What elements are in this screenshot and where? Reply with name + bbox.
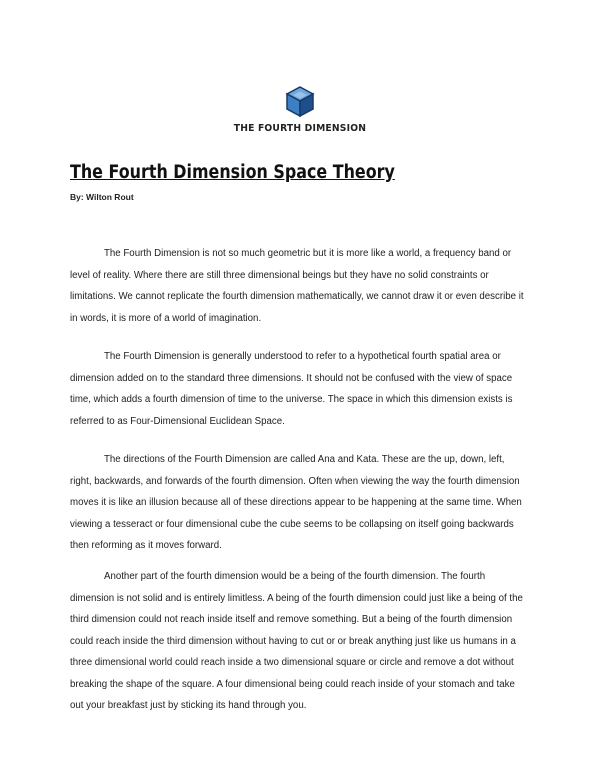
article-title: The Fourth Dimension Space Theory (70, 162, 395, 183)
paragraph-4: Another part of the fourth dimension would be a being of the fourth dimension. The fourth dimension is not solid and is entirely limitless. A being of the fourth dimension could just like a being of the third dimension could not reach inside itself and remove something. But a being of the fourth dimension could reach inside the third dimension without having to cut or or break anything just like us humans in a three dimensional world could reach inside a two dimensional square or circle and remove a dot without breaking the shape of the square. A four dimensional being could reach inside of your stomach and take out your breakfast just by sticking its hand through you. (70, 571, 523, 711)
blue-cube-icon (285, 86, 315, 118)
paragraph-3: The directions of the Fourth Dimension are called Ana and Kata. These are the up, down, left, right, backwards, and forwards of the fourth dimension. Often when viewing the way the fourth dimension moves it is like an illusion because all of these directions appear to be happening at the same time. When viewing a tesseract or four dimensional cube the cube seems to be collapsing on itself going backwards then reforming as it moves forward. (70, 454, 522, 551)
logo (0, 86, 600, 136)
byline: By: Wilton Rout (70, 192, 134, 202)
logo-text: THE FOURTH DIMENSION (233, 123, 367, 134)
paragraph-1: The Fourth Dimension is not so much geometric but it is more like a world, a frequency band or level of reality. Where there are still three dimensional beings but they have no solid constraints or limitations. We cannot replicate the fourth dimension mathematically, we cannot draw it or even describe it in words, it is more of a world of imagination. (70, 248, 524, 324)
paragraph-2: The Fourth Dimension is generally understood to refer to a hypothetical fourth spatial area or dimension added on to the standard three dimensions. It should not be confused with the view of space time, which adds a fourth dimension of time to the universe. The space in which this dimension exists is referred to as Four-Dimensional Euclidean Space. (70, 351, 513, 427)
